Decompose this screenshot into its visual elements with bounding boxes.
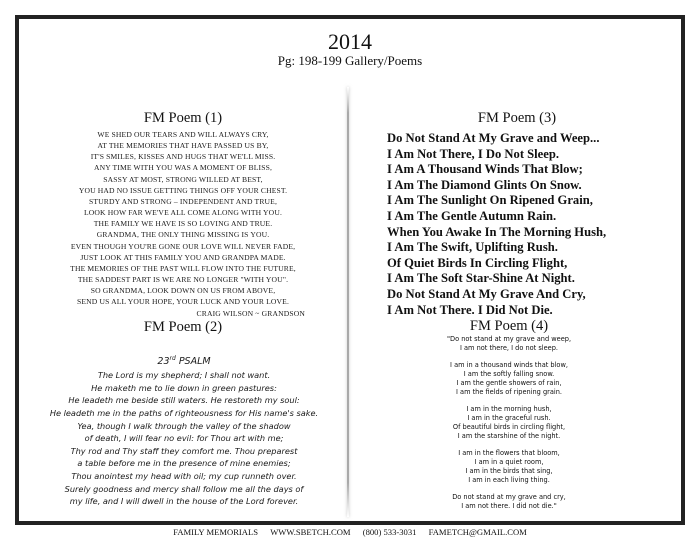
poem3-line: I Am Not There, I Do Not Sleep. [387,146,559,161]
poem3-line: I Am The Diamond Glints On Snow. [387,177,582,192]
page-frame [15,15,685,525]
poem1-line: SO GRANDMA, LOOK DOWN ON US FROM ABOVE, [90,286,276,296]
poem3-line: Do Not Stand At My Grave and Weep... [387,131,600,145]
poem3-line: I Am The Soft Star-Shine At Night. [387,271,575,286]
poem2-line: Thou anointest my head with oil; my cup runneth over. [71,470,297,481]
poem2-line: He leadeth me in the paths of righteousness for His name's sake. [49,407,319,418]
poem4-line: I am in a quiet room, [474,458,544,467]
poem1-line: EVEN THOUGH YOU'RE GONE OUR LOVE WILL NEVER FADE, [70,241,296,251]
footer-phone: (800) 533-3031 [362,527,417,537]
poem1-line: AT THE MEMORIES THAT HAVE PASSED US BY, [97,141,269,151]
poem4-stanza [399,405,619,440]
poem1-line: SEND US ALL YOUR HOPE, YOUR LUCK AND YOUR LOVE. [76,297,289,307]
poem1-line: THE MEMORIES OF THE PAST WILL FLOW INTO THE FUTURE, [70,263,296,273]
poem3-line: When You Awake In The Morning Hush, [387,224,607,239]
poem1-title: FM Poem (1) [143,110,223,126]
poem2-body [19,352,349,508]
poem4-line: I am not there, I do not sleep. [459,343,559,352]
psalm-heading [19,352,349,369]
footer-company: FAMILY MEMORIALS [173,527,259,537]
poem2-line: He maketh me to lie down in green pastures: [91,382,277,393]
poem4-line: I am in each living thing. [468,475,550,484]
poem1-line: LOOK HOW FAR WE'VE ALL COME ALONG WITH YOU. [84,208,282,218]
psalm-number: 23 [157,356,170,368]
poem2-line: Yea, though I walk through the valley of the shadow [77,420,291,431]
poem4-line: I am in the morning hush, [466,405,552,414]
page-year: 2014 [328,29,372,54]
psalm-label: PSALM [178,356,211,368]
poem1-line: IT'S SMILES, KISSES AND HUGS THAT WE'LL MISS. [90,152,276,162]
poem4-line: "Do not stand at my grave and weep, [446,335,572,343]
poem4-line: Of beautiful birds in circling flight, [452,422,566,431]
poem3-line: I Am The Sunlight On Ripened Grain, [387,193,593,208]
poem2-line: Thy rod and Thy staff they comfort me. Thou preparest [70,445,298,456]
poem4-stanza [399,361,619,396]
poem4-line: I am not there. I did not die." [461,502,557,511]
poem3-line: I Am Not There. I Did Not Die. [387,302,553,317]
poem4-title: FM Poem (4) [469,318,549,334]
poem4-line: I am the gentle showers of rain, [456,378,562,387]
poem2-line: of death, I will fear no evil: for Thou art with me; [84,433,284,444]
poem2-line: my life, and I will dwell in the house of the Lord forever. [69,496,299,507]
poem1-signature: CRAIG WILSON ~ GRANDSON [196,308,305,318]
poem3-line: I Am The Swift, Uplifting Rush. [387,240,558,255]
poem2-line: The Lord is my shepherd; I shall not want. [97,370,271,381]
page-subtitle: Pg: 198-199 Gallery/Poems [277,53,423,68]
poem4-body [399,335,619,511]
poem4-line: I am the softly falling snow. [463,370,555,379]
poem3-line: I Am The Gentle Autumn Rain. [387,208,557,223]
poem3-line: Do Not Stand At My Grave And Cry, [387,286,586,301]
poem1-line: THE FAMILY WE HAVE IS SO LOVING AND TRUE. [93,219,273,229]
poem4-line: I am in the graceful rush. [467,414,551,423]
poem2-line: He leadeth me beside still waters. He restoreth my soul: [68,395,300,406]
psalm-suffix: rd [169,355,176,362]
poem4-stanza [399,493,619,511]
poem4-line: I am the fields of ripening grain. [455,387,563,396]
poem2-line: Surely goodness and mercy shall follow me all the days of [64,483,304,494]
poem2-title: FM Poem (2) [143,319,223,335]
poem1-body [19,129,347,319]
footer-contact [0,527,700,537]
poem1-line: YOU HAD NO ISSUE GETTING THINGS OFF YOUR CHEST. [78,185,288,195]
poem4-stanza [399,335,619,353]
poem4-line: I am the starshine of the night. [457,431,561,440]
poem1-line: ANY TIME WITH YOU WAS A MOMENT OF BLISS, [93,163,273,173]
poem1-line: THE SADDEST PART IS WE ARE NO LONGER "WITH YOU". [77,275,289,285]
poem4-line: I am in a thousand winds that blow, [450,361,568,370]
poem3-line: Of Quiet Birds In Circling Flight, [387,255,568,270]
poem4-stanza [399,449,619,484]
poem1-line: STURDY AND STRONG – INDEPENDENT AND TRUE, [88,196,278,206]
poem4-line: I am in the birds that sing, [465,466,553,475]
poem1-line: WE SHED OUR TEARS AND WILL ALWAYS CRY, [97,130,269,139]
poem2-line: a table before me in the presence of mine enemies; [77,458,291,469]
poem1-line: SASSY AT MOST, STRONG WILLED AT BEST, [103,174,263,184]
poem1-line: JUST LOOK AT THIS FAMILY YOU AND GRANDPA MADE. [80,252,286,262]
poem1-line: GRANDMA, THE ONLY THING MISSING IS YOU. [96,230,270,240]
footer-email[interactable]: FAMETCH@GMAIL.COM [428,527,527,537]
footer-website[interactable]: WWW.SBETCH.COM [270,527,351,537]
poem3-line: I Am A Thousand Winds That Blow; [387,162,583,177]
poem3-title: FM Poem (3) [477,110,557,126]
poem4-line: Do not stand at my grave and cry, [452,493,566,502]
poem4-line: I am in the flowers that bloom, [458,449,560,458]
poem3-body [387,131,606,318]
